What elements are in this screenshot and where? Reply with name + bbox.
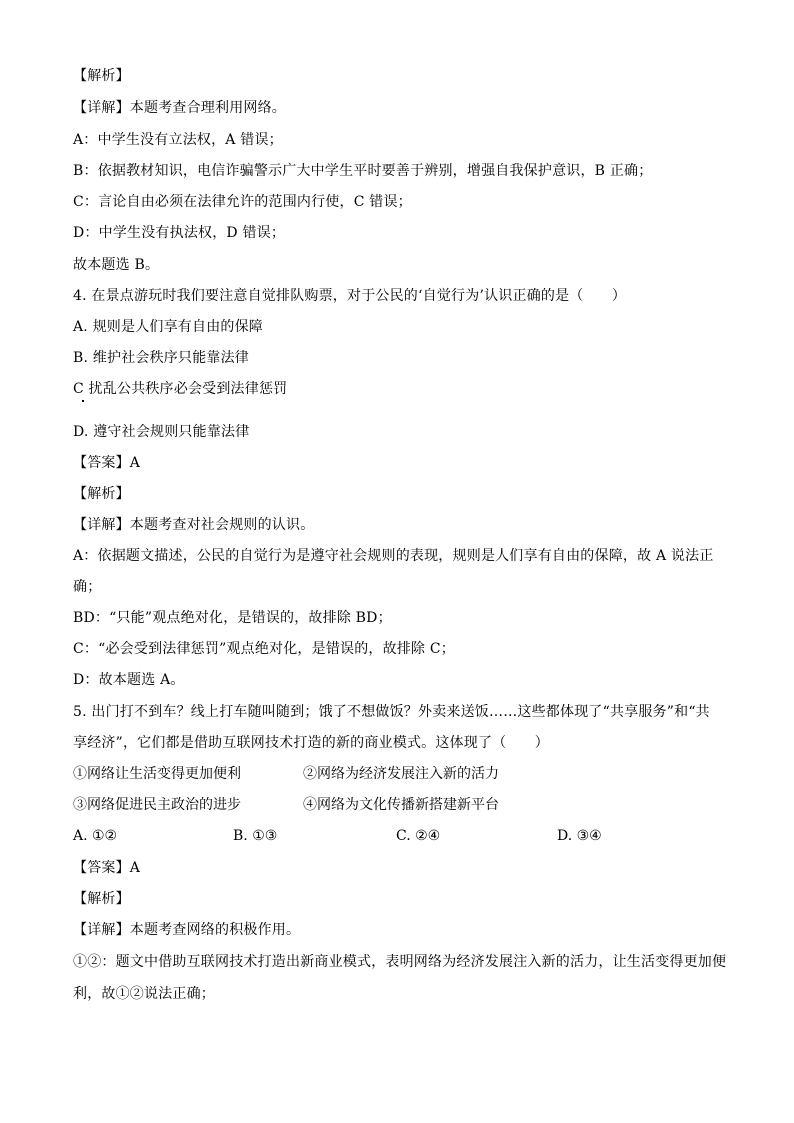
explanation-5-line2: 利，故①②说法正确； <box>73 986 215 1002</box>
explanation-a: A：中学生没有立法权，A 错误； <box>73 132 283 148</box>
stray-dot <box>82 400 84 402</box>
analysis-heading-4: 【解析】 <box>73 486 130 502</box>
q4-option-b: B. 维护社会秩序只能靠法律 <box>73 350 249 366</box>
statement-1: ①网络让生活变得更加便利 <box>73 766 241 782</box>
explanation-d: D：中学生没有执法权，D 错误； <box>73 225 286 241</box>
explanation-4bd: BD：“只能”观点绝对化，是错误的，故排除 BD； <box>73 610 392 626</box>
detail-line: 【详解】本题考查合理利用网络。 <box>73 100 286 116</box>
q4-option-a: A. 规则是人们享有自由的保障 <box>73 319 264 335</box>
explanation-c: C：言论自由必须在法律允许的范围内行使，C 错误； <box>73 194 412 210</box>
statement-3: ③网络促进民主政治的进步 <box>73 797 241 813</box>
answer-4: 【答案】A <box>73 455 141 471</box>
q5-option-c: C. ②④ <box>396 828 441 844</box>
explanation-5-line1: ①②：题文中借助互联网技术打造出新商业模式，表明网络为经济发展注入新的活力，让生活变得更加便 <box>73 954 727 970</box>
statement-2: ②网络为经济发展注入新的活力 <box>303 766 499 782</box>
q5-option-a: A. ①② <box>73 828 118 844</box>
analysis-heading: 【解析】 <box>73 68 130 84</box>
explanation-4d: D：故本题选 A。 <box>73 672 185 688</box>
q5-option-b: B. ①③ <box>233 828 278 844</box>
question-5-line1: 5. 出门打不到车？线上打车随叫随到；饿了不想做饭？外卖来送饭……这些都体现了“共享服务”和“共 <box>73 704 710 720</box>
q5-option-d: D. ③④ <box>557 828 602 844</box>
explanation-4c: C：“必会受到法律惩罚”观点绝对化，是错误的，故排除 C； <box>73 641 455 657</box>
explanation-4a-line1: A：依据题文描述，公民的自觉行为是遵守社会规则的表现，规则是人们享有自由的保障，故 A 说法正 <box>73 548 714 564</box>
analysis-heading-5: 【解析】 <box>73 891 130 907</box>
q4-option-d: D. 遵守社会规则只能靠法律 <box>73 424 250 440</box>
q4-option-c: C 扰乱公共秩序必会受到法律惩罚 <box>73 381 288 397</box>
question-5-line2: 享经济”，它们都是借助互联网技术打造的新的商业模式。这体现了（ ） <box>73 735 549 751</box>
explanation-4a-line2: 确； <box>73 579 102 595</box>
answer-5: 【答案】A <box>73 860 141 876</box>
explanation-b: B：依据教材知识，电信诈骗警示广大中学生平时要善于辨别，增强自我保护意识，B 正确； <box>73 163 653 179</box>
statement-4: ④网络为文化传播新搭建新平台 <box>303 797 499 813</box>
conclusion: 故本题选 B。 <box>73 257 160 273</box>
question-4: 4. 在景点游玩时我们要注意自觉排队购票，对于公民的‘自觉行为’认识正确的是（ ） <box>73 288 627 304</box>
detail-5: 【详解】本题考查网络的积极作用。 <box>73 922 301 938</box>
detail-4: 【详解】本题考查对社会规则的认识。 <box>73 517 315 533</box>
